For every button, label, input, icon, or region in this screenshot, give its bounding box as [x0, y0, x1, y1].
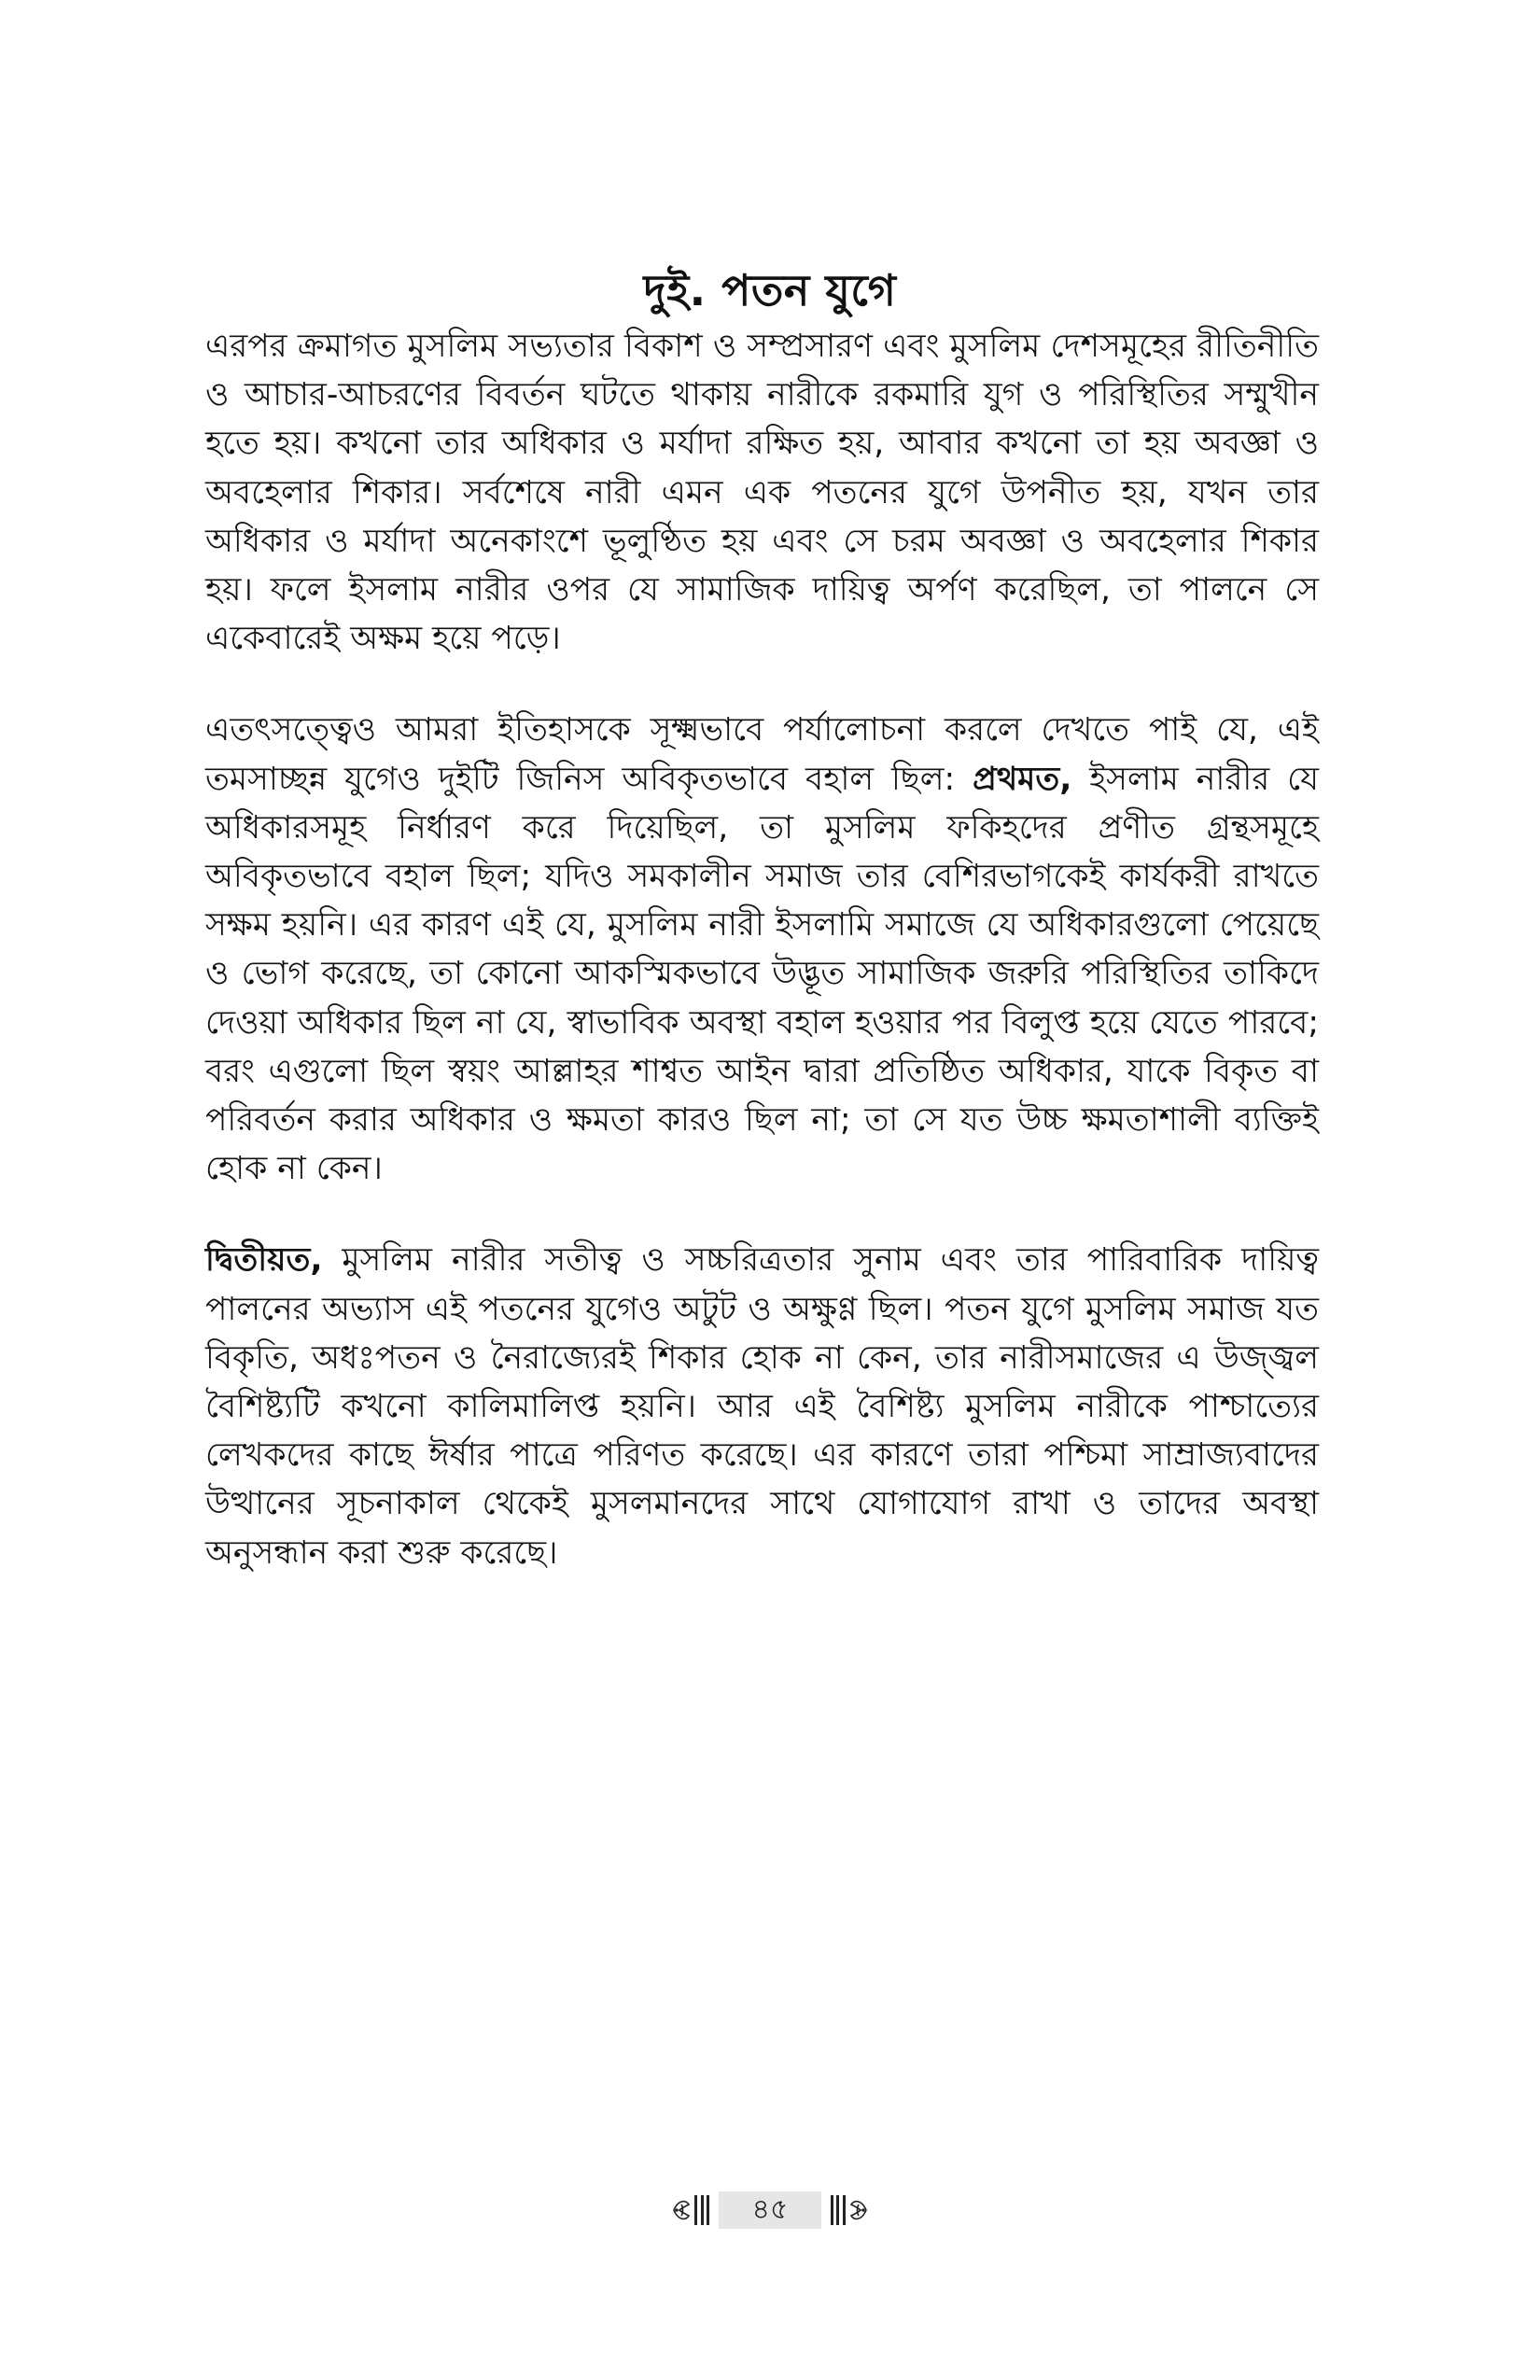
section-heading: দুই. পতন যুগে [643, 264, 897, 315]
paragraph-3 [205, 1236, 1319, 1576]
paragraph-text-lead: এতৎসত্ত্বেও আমরা ইতিহাসকে সূক্ষ্মভাবে পর্যালোচনা করলে দেখতে পাই যে, এই তমসাচ্ছন্ন যুগেও দুইটি জিনিস অবিকৃতভাবে বহাল ছিল: [205, 711, 1319, 798]
body-text [205, 322, 1319, 1620]
paragraph-text-rest: মুসলিম নারীর সতীত্ব ও সচ্চরিত্রতার সুনাম এবং তার পারিবারিক দায়িত্ব পালনের অভ্যাস এই পতনের যুগেও অটুট ও অক্ষুণ্ণ ছিল। পতন যুগে মুসলিম সমাজ যত বিকৃতি, অধঃপতন ও নৈরাজ্যেরই শিকার হোক না কেন, তার নারীসমাজের এ উজ্জ্বল বৈশিষ্ট্যটি কখনো কালিমালিপ্ত হয়নি। আর এই বৈশিষ্ট্য মুসলিম নারীকে পাশ্চাত্যের লেখকদের কাছে ঈর্ষার পাত্রে পরিণত করেছে। এর কারণে তারা পশ্চিমা সাম্রাজ্যবাদের উত্থানের সূচনাকাল থেকেই মুসলমানদের সাথে যোগাযোগ রাখা ও তাদের অবস্থা অনুসন্ধান করা শুরু করেছে। [205, 1241, 1319, 1572]
paragraph-text-rest: ইসলাম নারীর যে অধিকারসমূহ নির্ধারণ করে দিয়েছিল, তা মুসলিম ফকিহদের প্রণীত গ্রন্থসমূহে অবিকৃতভাবে বহাল ছিল; যদিও সমকালীন সমাজ তার বেশিরভাগকেই কার্যকরী রাখতে সক্ষম হয়নি। এর কারণ এই যে, মুসলিম নারী ইসলামি সমাজে যে অধিকারগুলো পেয়েছে ও ভোগ করেছে, তা কোনো আকস্মিকভাবে উদ্ভূত সামাজিক জরুরি পরিস্থিতির তাকিদে দেওয়া অধিকার ছিল না যে, স্বাভাবিক অবস্থা বহাল হওয়ার পর বিলুপ্ত হয়ে যেতে পারবে; বরং এগুলো ছিল স্বয়ং আল্লাহর শাশ্বত আইন দ্বারা প্রতিষ্ঠিত অধিকার, যাকে বিকৃত বা পরিবর্তন করার অধিকার ও ক্ষমতা কারও ছিল না; তা সে যত উচ্চ ক্ষমতাশালী ব্যক্তিই হোক না কেন। [205, 760, 1319, 1188]
paragraph-2 [205, 706, 1319, 1193]
page-number: ৪৫ [719, 2191, 821, 2229]
emphasis-first: প্রথমত, [973, 760, 1072, 798]
floral-ornament-left-icon [668, 2191, 711, 2229]
paragraph-text: এরপর ক্রমাগত মুসলিম সভ্যতার বিকাশ ও সম্প্রসারণ এবং মুসলিম দেশসমূহের রীতিনীতি ও আচার-আচরণের বিবর্তন ঘটতে থাকায় নারীকে রকমারি যুগ ও পরিস্থিতির সম্মুখীন হতে হয়। কখনো তার অধিকার ও মর্যাদা রক্ষিত হয়, আবার কখনো তা হয় অবজ্ঞা ও অবহেলার শিকার। সর্বশেষে নারী এমন এক পতনের যুগে উপনীত হয়, যখন তার অধিকার ও মর্যাদা অনেকাংশে ভূলুণ্ঠিত হয় এবং সে চরম অবজ্ঞা ও অবহেলার শিকার হয়। ফলে ইসলাম নারীর ওপর যে সামাজিক দায়িত্ব অর্পণ করেছিল, তা পালনে সে একেবারেই অক্ষম হয়ে পড়ে। [205, 328, 1319, 658]
floral-ornament-right-icon [829, 2191, 872, 2229]
paragraph-1 [205, 322, 1319, 663]
page-footer [0, 2191, 1540, 2229]
emphasis-second: দ্বিতীয়ত, [205, 1241, 323, 1280]
